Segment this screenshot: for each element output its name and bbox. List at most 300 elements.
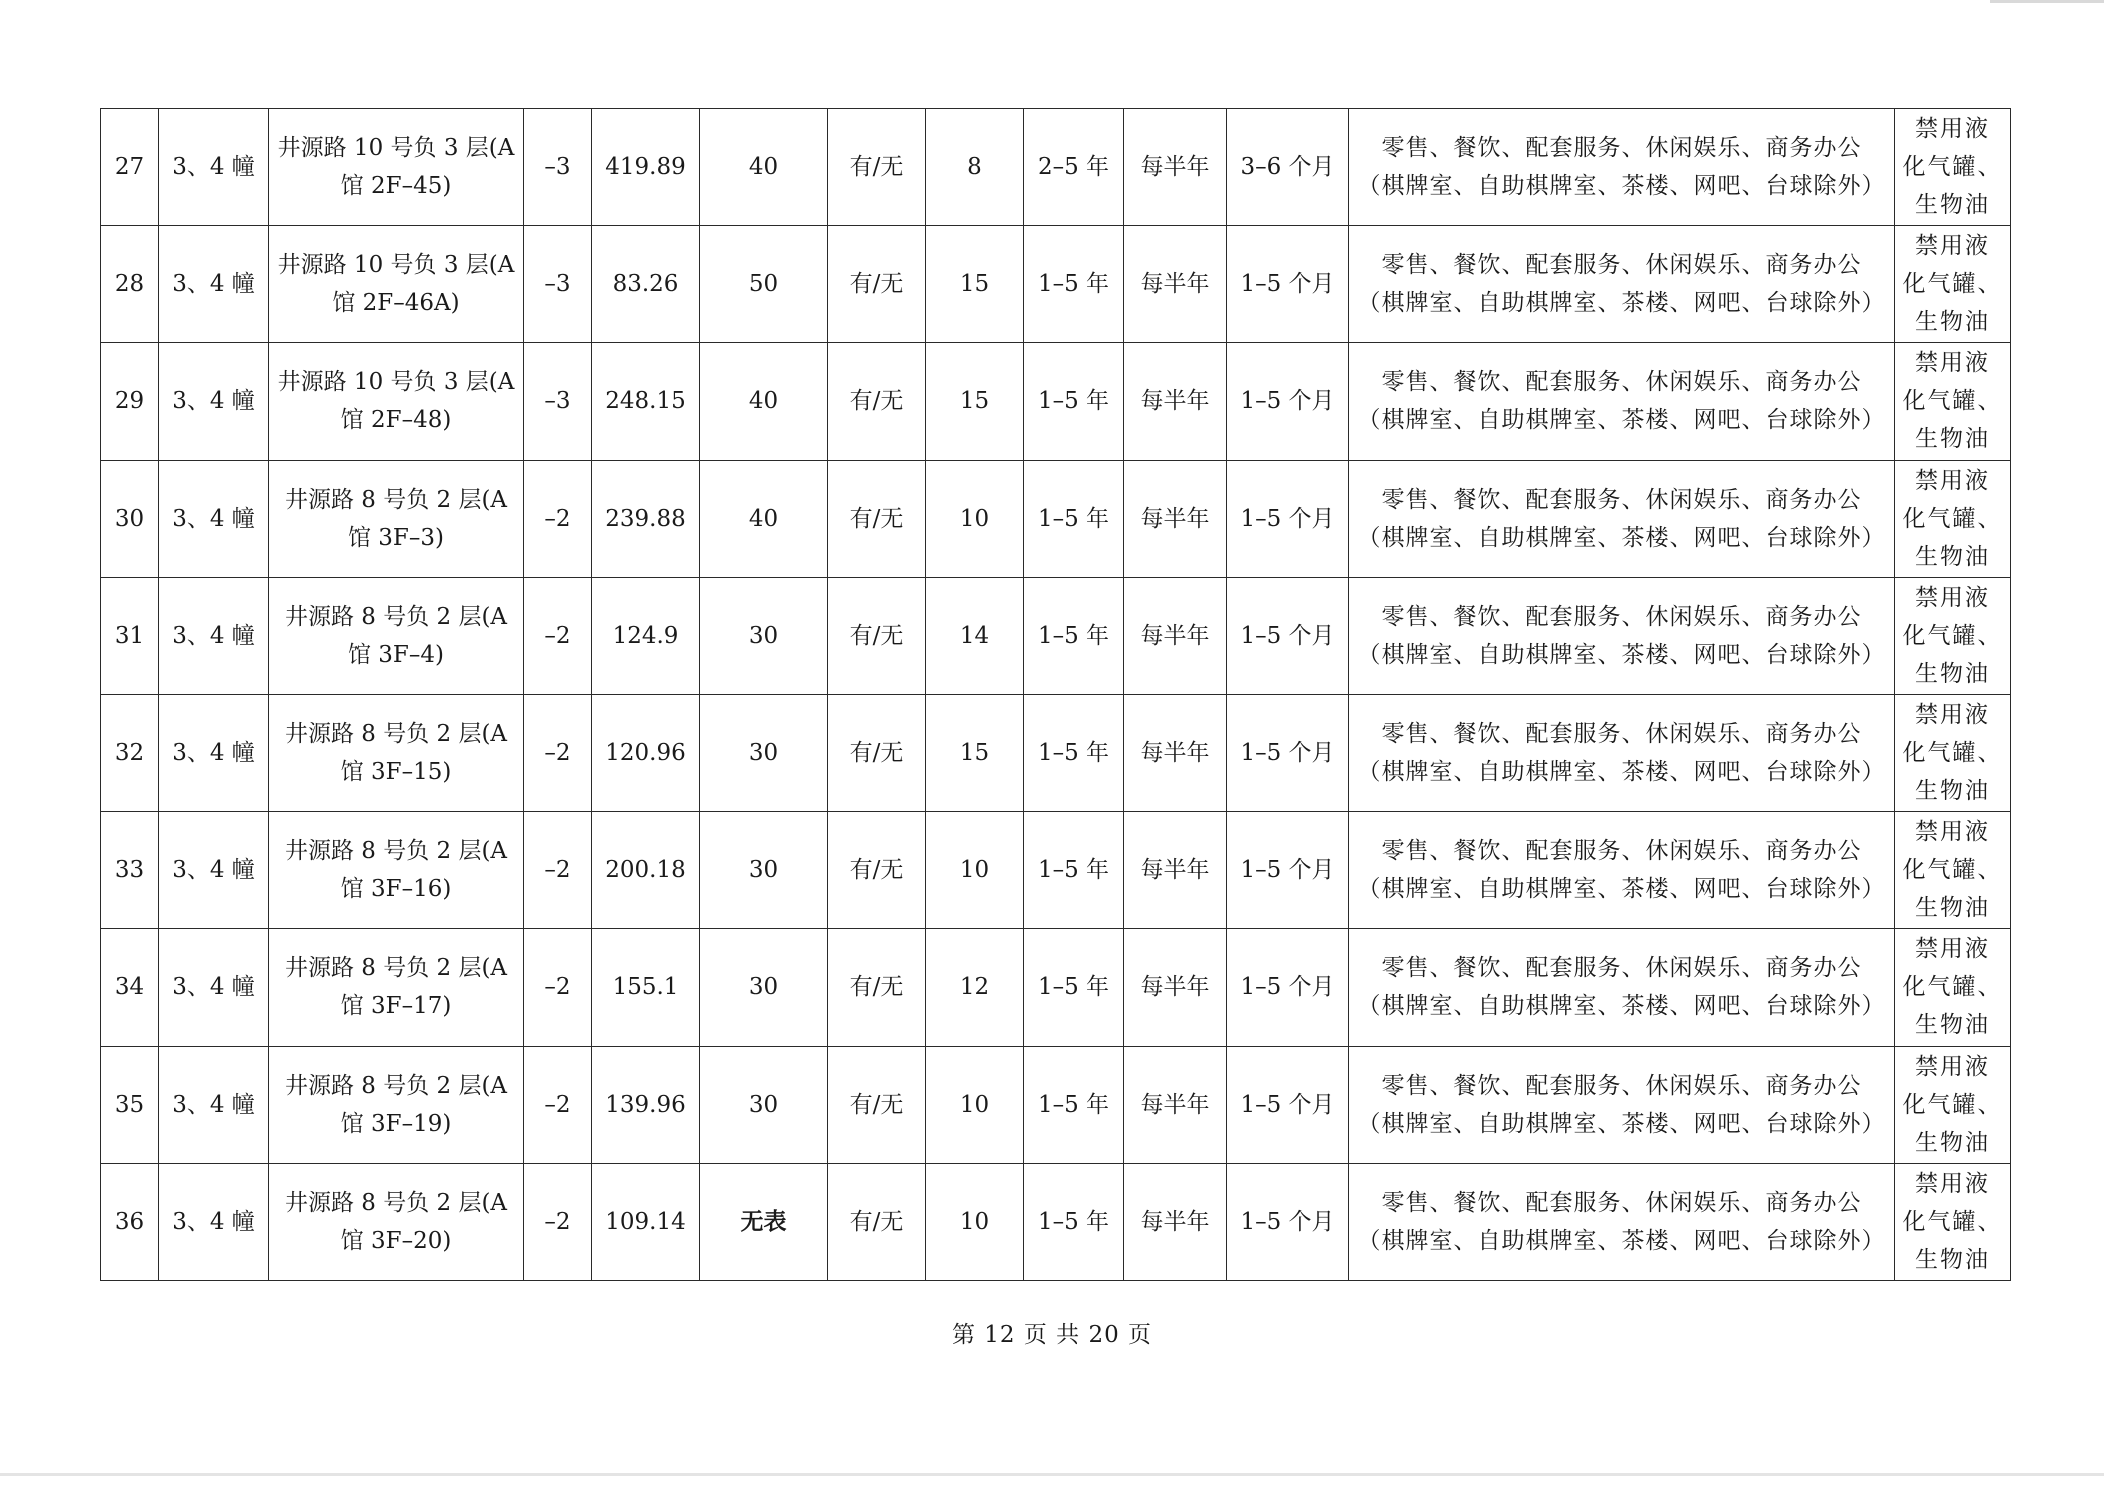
cell-meter-text: 50 bbox=[748, 271, 779, 298]
cell-prohibited-items bbox=[1895, 577, 2011, 694]
cell-building-text: 3、4 幢 bbox=[172, 857, 255, 884]
cell-permitted-usage bbox=[1349, 812, 1895, 929]
cell-permitted-usage-line: 零售、餐饮、配套服务、休闲娱乐、商务办公 bbox=[1381, 486, 1862, 513]
table-row bbox=[101, 929, 2011, 1046]
cell-prohibited-items bbox=[1895, 109, 2011, 226]
cell-permitted-usage-line: 零售、餐饮、配套服务、休闲娱乐、商务办公 bbox=[1381, 1189, 1862, 1216]
cell-address-line: 馆 3F–17) bbox=[340, 993, 452, 1020]
cell-permitted-usage-line: （棋牌室、自助棋牌室、茶楼、网吧、台球除外） bbox=[1357, 173, 1886, 200]
cell-lease-term-text: 1–5 年 bbox=[1037, 857, 1110, 884]
cell-lease-term-text: 1–5 年 bbox=[1037, 271, 1110, 298]
cell-prohibited-items-line: 化气罐、 bbox=[1902, 622, 2003, 649]
cell-payment-cycle bbox=[1124, 1163, 1227, 1280]
cell-building-text: 3、4 幢 bbox=[172, 974, 255, 1001]
cell-serial-number-text: 36 bbox=[114, 1208, 145, 1235]
cell-floor-text: –2 bbox=[544, 622, 571, 649]
cell-rent-free-period bbox=[1227, 109, 1349, 226]
cell-area-text: 200.18 bbox=[605, 857, 686, 884]
cell-payment-cycle bbox=[1124, 577, 1227, 694]
cell-serial-number bbox=[101, 929, 159, 1046]
cell-lease-term-text: 1–5 年 bbox=[1037, 1208, 1110, 1235]
cell-address-line: 馆 2F–45) bbox=[340, 173, 452, 200]
cell-floor bbox=[524, 460, 592, 577]
cell-permitted-usage-line: 零售、餐饮、配套服务、休闲娱乐、商务办公 bbox=[1381, 252, 1862, 279]
cell-meter-text: 40 bbox=[748, 388, 779, 415]
cell-toilet bbox=[828, 226, 926, 343]
cell-permitted-usage bbox=[1349, 1046, 1895, 1163]
cell-address bbox=[269, 343, 524, 460]
cell-toilet bbox=[828, 1046, 926, 1163]
cell-address bbox=[269, 929, 524, 1046]
cell-rent-free-period bbox=[1227, 929, 1349, 1046]
cell-payment-cycle-text: 每半年 bbox=[1140, 974, 1210, 1001]
cell-meter bbox=[700, 460, 828, 577]
cell-toilet-text: 有/无 bbox=[849, 974, 904, 1001]
cell-lease-term-text: 2–5 年 bbox=[1037, 154, 1110, 181]
cell-prohibited-items bbox=[1895, 1046, 2011, 1163]
cell-payment-cycle bbox=[1124, 929, 1227, 1046]
cell-payment-cycle-text: 每半年 bbox=[1140, 1208, 1210, 1235]
cell-address-line: 井源路 8 号负 2 层(A bbox=[284, 1072, 508, 1099]
cell-prohibited-items-line: 禁用液 bbox=[1915, 350, 1990, 377]
cell-meter-text: 30 bbox=[748, 857, 779, 884]
cell-address bbox=[269, 1046, 524, 1163]
cell-building bbox=[159, 226, 269, 343]
cell-meter-text: 30 bbox=[748, 740, 779, 767]
cell-permitted-usage bbox=[1349, 929, 1895, 1046]
cell-lease-term bbox=[1024, 694, 1124, 811]
cell-lease-term-text: 1–5 年 bbox=[1037, 974, 1110, 1001]
cell-address-line: 井源路 8 号负 2 层(A bbox=[284, 838, 508, 865]
cell-serial-number bbox=[101, 460, 159, 577]
cell-address-line: 馆 3F–19) bbox=[340, 1110, 452, 1137]
cell-years-text: 12 bbox=[959, 974, 990, 1001]
cell-toilet-text: 有/无 bbox=[849, 1091, 904, 1118]
cell-years-text: 10 bbox=[959, 1091, 990, 1118]
cell-meter bbox=[700, 226, 828, 343]
cell-permitted-usage-line: （棋牌室、自助棋牌室、茶楼、网吧、台球除外） bbox=[1357, 1227, 1886, 1254]
cell-address-line: 井源路 8 号负 2 层(A bbox=[284, 486, 508, 513]
cell-lease-term-text: 1–5 年 bbox=[1037, 740, 1110, 767]
cell-prohibited-items-line: 禁用液 bbox=[1915, 936, 1990, 963]
cell-payment-cycle bbox=[1124, 812, 1227, 929]
cell-serial-number bbox=[101, 226, 159, 343]
cell-prohibited-items-line: 生物油 bbox=[1915, 660, 1990, 687]
cell-serial-number bbox=[101, 812, 159, 929]
cell-prohibited-items-line: 生物油 bbox=[1915, 1012, 1990, 1039]
page-number-footer: 第 12 页 共 20 页 bbox=[951, 1322, 1153, 1348]
cell-permitted-usage-line: 零售、餐饮、配套服务、休闲娱乐、商务办公 bbox=[1381, 603, 1862, 630]
cell-toilet bbox=[828, 812, 926, 929]
cell-prohibited-items bbox=[1895, 460, 2011, 577]
cell-floor bbox=[524, 1046, 592, 1163]
cell-floor bbox=[524, 929, 592, 1046]
cell-rent-free-period-text: 1–5 个月 bbox=[1240, 1091, 1335, 1118]
cell-rent-free-period bbox=[1227, 812, 1349, 929]
cell-permitted-usage-line: 零售、餐饮、配套服务、休闲娱乐、商务办公 bbox=[1381, 721, 1862, 748]
cell-permitted-usage-line: 零售、餐饮、配套服务、休闲娱乐、商务办公 bbox=[1381, 838, 1862, 865]
cell-prohibited-items bbox=[1895, 694, 2011, 811]
cell-rent-free-period-text: 1–5 个月 bbox=[1240, 1208, 1335, 1235]
cell-meter bbox=[700, 694, 828, 811]
cell-years-text: 8 bbox=[967, 154, 982, 181]
cell-toilet bbox=[828, 1163, 926, 1280]
cell-prohibited-items-line: 生物油 bbox=[1915, 895, 1990, 922]
cell-rent-free-period-text: 1–5 个月 bbox=[1240, 740, 1335, 767]
cell-address bbox=[269, 694, 524, 811]
cell-years-text: 10 bbox=[959, 857, 990, 884]
cell-prohibited-items-line: 化气罐、 bbox=[1902, 857, 2003, 884]
cell-area bbox=[592, 109, 700, 226]
cell-toilet-text: 有/无 bbox=[849, 154, 904, 181]
cell-floor bbox=[524, 694, 592, 811]
cell-payment-cycle-text: 每半年 bbox=[1140, 1091, 1210, 1118]
cell-serial-number bbox=[101, 343, 159, 460]
cell-meter bbox=[700, 343, 828, 460]
cell-area bbox=[592, 694, 700, 811]
cell-payment-cycle-text: 每半年 bbox=[1140, 271, 1210, 298]
cell-area-text: 83.26 bbox=[612, 271, 679, 298]
cell-building bbox=[159, 694, 269, 811]
cell-floor bbox=[524, 226, 592, 343]
cell-years-text: 15 bbox=[959, 271, 990, 298]
cell-years bbox=[926, 226, 1024, 343]
cell-building-text: 3、4 幢 bbox=[172, 154, 255, 181]
table-row bbox=[101, 109, 2011, 226]
cell-prohibited-items bbox=[1895, 343, 2011, 460]
cell-years bbox=[926, 109, 1024, 226]
cell-building bbox=[159, 343, 269, 460]
cell-building-text: 3、4 幢 bbox=[172, 1208, 255, 1235]
cell-prohibited-items-line: 生物油 bbox=[1915, 1246, 1990, 1273]
cell-serial-number-text: 34 bbox=[114, 974, 145, 1001]
cell-address-line: 井源路 10 号负 3 层(A bbox=[277, 252, 515, 279]
cell-building-text: 3、4 幢 bbox=[172, 271, 255, 298]
cell-years bbox=[926, 343, 1024, 460]
cell-prohibited-items-line: 化气罐、 bbox=[1902, 1208, 2003, 1235]
cell-prohibited-items-line: 禁用液 bbox=[1915, 702, 1990, 729]
cell-meter-text: 无表 bbox=[740, 1208, 787, 1235]
table-row bbox=[101, 460, 2011, 577]
cell-rent-free-period bbox=[1227, 343, 1349, 460]
cell-area-text: 248.15 bbox=[605, 388, 686, 415]
cell-address-line: 馆 2F–46A) bbox=[332, 290, 460, 317]
cell-serial-number-text: 31 bbox=[114, 622, 145, 649]
cell-prohibited-items-line: 生物油 bbox=[1915, 778, 1990, 805]
cell-lease-term bbox=[1024, 1046, 1124, 1163]
lease-listing-table bbox=[100, 108, 2011, 1281]
cell-permitted-usage-line: （棋牌室、自助棋牌室、茶楼、网吧、台球除外） bbox=[1357, 641, 1886, 668]
cell-building bbox=[159, 812, 269, 929]
cell-building bbox=[159, 577, 269, 694]
cell-permitted-usage-line: （棋牌室、自助棋牌室、茶楼、网吧、台球除外） bbox=[1357, 407, 1886, 434]
cell-address-line: 馆 3F–3) bbox=[347, 524, 444, 551]
cell-prohibited-items-line: 化气罐、 bbox=[1902, 154, 2003, 181]
cell-prohibited-items-line: 化气罐、 bbox=[1902, 505, 2003, 532]
cell-prohibited-items-line: 化气罐、 bbox=[1902, 740, 2003, 767]
cell-rent-free-period bbox=[1227, 1046, 1349, 1163]
cell-prohibited-items-line: 化气罐、 bbox=[1902, 974, 2003, 1001]
table-row bbox=[101, 1163, 2011, 1280]
cell-lease-term bbox=[1024, 343, 1124, 460]
cell-years-text: 10 bbox=[959, 1208, 990, 1235]
cell-prohibited-items-line: 化气罐、 bbox=[1902, 271, 2003, 298]
cell-years bbox=[926, 460, 1024, 577]
cell-payment-cycle-text: 每半年 bbox=[1140, 740, 1210, 767]
cell-serial-number bbox=[101, 577, 159, 694]
cell-meter bbox=[700, 1046, 828, 1163]
cell-permitted-usage bbox=[1349, 109, 1895, 226]
cell-serial-number-text: 27 bbox=[114, 154, 145, 181]
cell-permitted-usage-line: （棋牌室、自助棋牌室、茶楼、网吧、台球除外） bbox=[1357, 290, 1886, 317]
table-row bbox=[101, 577, 2011, 694]
cell-toilet bbox=[828, 694, 926, 811]
cell-prohibited-items-line: 生物油 bbox=[1915, 309, 1990, 336]
cell-serial-number-text: 35 bbox=[114, 1091, 145, 1118]
cell-prohibited-items-line: 化气罐、 bbox=[1902, 1091, 2003, 1118]
cell-rent-free-period bbox=[1227, 226, 1349, 343]
cell-payment-cycle bbox=[1124, 1046, 1227, 1163]
table-row bbox=[101, 1046, 2011, 1163]
cell-permitted-usage-line: 零售、餐饮、配套服务、休闲娱乐、商务办公 bbox=[1381, 369, 1862, 396]
cell-rent-free-period-text: 1–5 个月 bbox=[1240, 388, 1335, 415]
cell-toilet-text: 有/无 bbox=[849, 857, 904, 884]
table-row bbox=[101, 694, 2011, 811]
cell-prohibited-items-line: 禁用液 bbox=[1915, 233, 1990, 260]
cell-prohibited-items bbox=[1895, 1163, 2011, 1280]
cell-toilet-text: 有/无 bbox=[849, 505, 904, 532]
cell-prohibited-items-line: 生物油 bbox=[1915, 1129, 1990, 1156]
cell-prohibited-items-line: 禁用液 bbox=[1915, 467, 1990, 494]
cell-years-text: 15 bbox=[959, 740, 990, 767]
cell-floor bbox=[524, 343, 592, 460]
cell-serial-number-text: 29 bbox=[114, 388, 145, 415]
cell-floor bbox=[524, 109, 592, 226]
cell-area-text: 419.89 bbox=[605, 154, 686, 181]
cell-floor-text: –2 bbox=[544, 974, 571, 1001]
cell-permitted-usage-line: 零售、餐饮、配套服务、休闲娱乐、商务办公 bbox=[1381, 135, 1862, 162]
cell-building bbox=[159, 1046, 269, 1163]
cell-permitted-usage bbox=[1349, 343, 1895, 460]
cell-payment-cycle bbox=[1124, 109, 1227, 226]
cell-permitted-usage-line: （棋牌室、自助棋牌室、茶楼、网吧、台球除外） bbox=[1357, 759, 1886, 786]
cell-address-line: 井源路 8 号负 2 层(A bbox=[284, 603, 508, 630]
cell-rent-free-period-text: 1–5 个月 bbox=[1240, 974, 1335, 1001]
cell-payment-cycle-text: 每半年 bbox=[1140, 622, 1210, 649]
cell-years bbox=[926, 1163, 1024, 1280]
cell-lease-term bbox=[1024, 929, 1124, 1046]
cell-prohibited-items bbox=[1895, 812, 2011, 929]
cell-lease-term-text: 1–5 年 bbox=[1037, 622, 1110, 649]
cell-prohibited-items-line: 生物油 bbox=[1915, 192, 1990, 219]
cell-toilet bbox=[828, 109, 926, 226]
cell-floor-text: –2 bbox=[544, 857, 571, 884]
cell-address-line: 井源路 8 号负 2 层(A bbox=[284, 955, 508, 982]
cell-floor bbox=[524, 812, 592, 929]
cell-meter-text: 30 bbox=[748, 1091, 779, 1118]
cell-serial-number bbox=[101, 109, 159, 226]
cell-permitted-usage bbox=[1349, 226, 1895, 343]
cell-building-text: 3、4 幢 bbox=[172, 740, 255, 767]
cell-payment-cycle bbox=[1124, 226, 1227, 343]
cell-meter-text: 40 bbox=[748, 505, 779, 532]
cell-address-line: 馆 3F–15) bbox=[340, 759, 452, 786]
cell-serial-number bbox=[101, 1163, 159, 1280]
cell-building bbox=[159, 1163, 269, 1280]
cell-prohibited-items-line: 禁用液 bbox=[1915, 1170, 1990, 1197]
cell-address-line: 井源路 10 号负 3 层(A bbox=[277, 369, 515, 396]
cell-years bbox=[926, 577, 1024, 694]
cell-toilet-text: 有/无 bbox=[849, 622, 904, 649]
cell-area-text: 139.96 bbox=[605, 1091, 686, 1118]
cell-area bbox=[592, 577, 700, 694]
cell-years bbox=[926, 929, 1024, 1046]
cell-rent-free-period-text: 1–5 个月 bbox=[1240, 622, 1335, 649]
cell-area-text: 109.14 bbox=[605, 1208, 686, 1235]
cell-lease-term bbox=[1024, 1163, 1124, 1280]
cell-area bbox=[592, 1163, 700, 1280]
cell-payment-cycle bbox=[1124, 694, 1227, 811]
cell-address bbox=[269, 812, 524, 929]
cell-payment-cycle bbox=[1124, 343, 1227, 460]
cell-area bbox=[592, 460, 700, 577]
cell-toilet-text: 有/无 bbox=[849, 271, 904, 298]
cell-rent-free-period bbox=[1227, 460, 1349, 577]
cell-meter bbox=[700, 577, 828, 694]
cell-prohibited-items-line: 禁用液 bbox=[1915, 116, 1990, 143]
cell-years bbox=[926, 1046, 1024, 1163]
cell-building bbox=[159, 460, 269, 577]
cell-area-text: 239.88 bbox=[605, 505, 686, 532]
cell-toilet bbox=[828, 929, 926, 1046]
cell-years-text: 15 bbox=[959, 388, 990, 415]
cell-building bbox=[159, 109, 269, 226]
cell-serial-number-text: 33 bbox=[114, 857, 145, 884]
cell-payment-cycle-text: 每半年 bbox=[1140, 505, 1210, 532]
cell-permitted-usage-line: （棋牌室、自助棋牌室、茶楼、网吧、台球除外） bbox=[1357, 1110, 1886, 1137]
cell-permitted-usage bbox=[1349, 694, 1895, 811]
cell-address-line: 馆 3F–20) bbox=[340, 1227, 452, 1254]
cell-address-line: 馆 2F–48) bbox=[340, 407, 452, 434]
cell-lease-term bbox=[1024, 109, 1124, 226]
cell-payment-cycle-text: 每半年 bbox=[1140, 154, 1210, 181]
cell-years-text: 14 bbox=[959, 622, 990, 649]
cell-lease-term bbox=[1024, 226, 1124, 343]
cell-prohibited-items-line: 禁用液 bbox=[1915, 584, 1990, 611]
cell-lease-term-text: 1–5 年 bbox=[1037, 1091, 1110, 1118]
cell-rent-free-period-text: 1–5 个月 bbox=[1240, 505, 1335, 532]
cell-floor-text: –2 bbox=[544, 740, 571, 767]
cell-floor-text: –3 bbox=[544, 271, 571, 298]
cell-permitted-usage bbox=[1349, 460, 1895, 577]
cell-area-text: 120.96 bbox=[605, 740, 686, 767]
table-row bbox=[101, 343, 2011, 460]
cell-permitted-usage bbox=[1349, 577, 1895, 694]
cell-area bbox=[592, 929, 700, 1046]
cell-meter bbox=[700, 812, 828, 929]
cell-prohibited-items-line: 化气罐、 bbox=[1902, 388, 2003, 415]
cell-address-line: 井源路 8 号负 2 层(A bbox=[284, 721, 508, 748]
cell-rent-free-period-text: 1–5 个月 bbox=[1240, 271, 1335, 298]
table-row bbox=[101, 226, 2011, 343]
cell-building-text: 3、4 幢 bbox=[172, 622, 255, 649]
cell-address bbox=[269, 577, 524, 694]
cell-lease-term-text: 1–5 年 bbox=[1037, 388, 1110, 415]
cell-permitted-usage-line: （棋牌室、自助棋牌室、茶楼、网吧、台球除外） bbox=[1357, 524, 1886, 551]
cell-prohibited-items bbox=[1895, 226, 2011, 343]
cell-meter bbox=[700, 929, 828, 1046]
cell-serial-number bbox=[101, 694, 159, 811]
cell-area-text: 124.9 bbox=[612, 622, 679, 649]
cell-meter bbox=[700, 109, 828, 226]
cell-toilet-text: 有/无 bbox=[849, 388, 904, 415]
cell-toilet-text: 有/无 bbox=[849, 1208, 904, 1235]
cell-address bbox=[269, 460, 524, 577]
cell-payment-cycle-text: 每半年 bbox=[1140, 388, 1210, 415]
cell-toilet bbox=[828, 577, 926, 694]
cell-building-text: 3、4 幢 bbox=[172, 1091, 255, 1118]
cell-rent-free-period-text: 1–5 个月 bbox=[1240, 857, 1335, 884]
cell-address bbox=[269, 1163, 524, 1280]
cell-building-text: 3、4 幢 bbox=[172, 505, 255, 532]
cell-prohibited-items-line: 生物油 bbox=[1915, 543, 1990, 570]
cell-area bbox=[592, 812, 700, 929]
cell-toilet-text: 有/无 bbox=[849, 740, 904, 767]
cell-area bbox=[592, 1046, 700, 1163]
cell-serial-number bbox=[101, 1046, 159, 1163]
cell-serial-number-text: 30 bbox=[114, 505, 145, 532]
cell-permitted-usage-line: 零售、餐饮、配套服务、休闲娱乐、商务办公 bbox=[1381, 955, 1862, 982]
cell-permitted-usage-line: 零售、餐饮、配套服务、休闲娱乐、商务办公 bbox=[1381, 1072, 1862, 1099]
cell-area-text: 155.1 bbox=[612, 974, 679, 1001]
cell-years-text: 10 bbox=[959, 505, 990, 532]
cell-meter-text: 40 bbox=[748, 154, 779, 181]
cell-meter-text: 30 bbox=[748, 974, 779, 1001]
cell-floor-text: –2 bbox=[544, 505, 571, 532]
cell-toilet bbox=[828, 460, 926, 577]
cell-floor-text: –3 bbox=[544, 154, 571, 181]
cell-address-line: 馆 3F–16) bbox=[340, 876, 452, 903]
cell-lease-term bbox=[1024, 812, 1124, 929]
cell-lease-term bbox=[1024, 460, 1124, 577]
cell-payment-cycle bbox=[1124, 460, 1227, 577]
cell-serial-number-text: 32 bbox=[114, 740, 145, 767]
cell-building bbox=[159, 929, 269, 1046]
cell-address-line: 井源路 8 号负 2 层(A bbox=[284, 1189, 508, 1216]
cell-lease-term-text: 1–5 年 bbox=[1037, 505, 1110, 532]
cell-address bbox=[269, 109, 524, 226]
table-row bbox=[101, 812, 2011, 929]
cell-meter-text: 30 bbox=[748, 622, 779, 649]
cell-address-line: 井源路 10 号负 3 层(A bbox=[277, 135, 515, 162]
cell-rent-free-period-text: 3–6 个月 bbox=[1240, 154, 1335, 181]
cell-prohibited-items-line: 禁用液 bbox=[1915, 819, 1990, 846]
cell-permitted-usage-line: （棋牌室、自助棋牌室、茶楼、网吧、台球除外） bbox=[1357, 993, 1886, 1020]
cell-payment-cycle-text: 每半年 bbox=[1140, 857, 1210, 884]
cell-building-text: 3、4 幢 bbox=[172, 388, 255, 415]
scan-edge-mark bbox=[0, 1473, 2104, 1476]
cell-prohibited-items-line: 生物油 bbox=[1915, 426, 1990, 453]
cell-rent-free-period bbox=[1227, 1163, 1349, 1280]
cell-floor-text: –2 bbox=[544, 1091, 571, 1118]
cell-address bbox=[269, 226, 524, 343]
cell-area bbox=[592, 226, 700, 343]
cell-years bbox=[926, 812, 1024, 929]
cell-lease-term bbox=[1024, 577, 1124, 694]
cell-permitted-usage bbox=[1349, 1163, 1895, 1280]
cell-years bbox=[926, 694, 1024, 811]
cell-prohibited-items bbox=[1895, 929, 2011, 1046]
